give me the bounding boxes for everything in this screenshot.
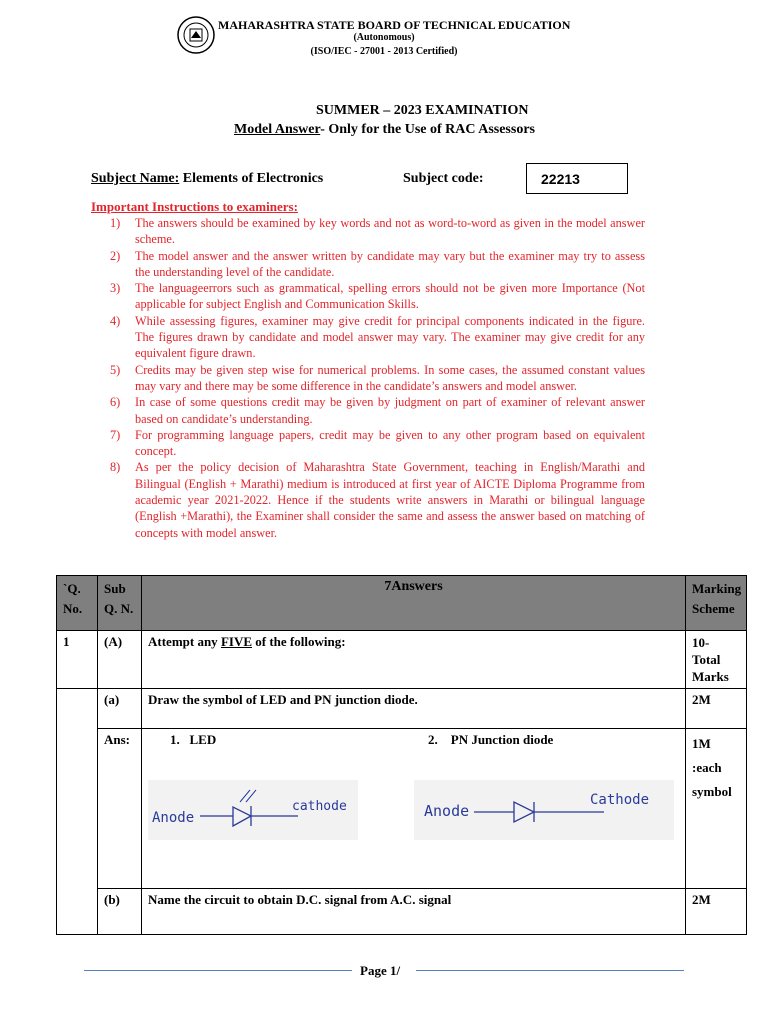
symbol-figures [148, 780, 679, 840]
marks: 1M :each symbol [686, 729, 747, 889]
answer-cell [142, 729, 686, 889]
question-text: Draw the symbol of LED and PN junction diode. [142, 689, 686, 729]
question-text-pre: Attempt any [148, 634, 221, 649]
instruction-item [110, 459, 645, 540]
instruction-item [110, 215, 645, 248]
table-row [57, 729, 747, 889]
footer-rule-left [84, 970, 352, 971]
question-text-emphasis: FIVE [220, 634, 252, 649]
led-symbol-figure [148, 780, 358, 840]
instruction-item [110, 248, 645, 281]
instructions-list [110, 215, 645, 541]
instruction-number: 7) [110, 427, 121, 442]
instruction-item [110, 280, 645, 313]
instruction-text: The model answer and the answer written by candidate may vary but the examiner may try to assess the understanding level of the candidate. [135, 248, 645, 279]
sub-q-number: (a) [98, 689, 142, 729]
subject-code-label: Subject code: [403, 171, 484, 186]
q-number [57, 889, 98, 935]
question-text [142, 631, 686, 689]
instruction-text: The languageerrors such as grammatical, spelling errors should not be given more Importance (Not applicable for subject English and Communication Skills. [135, 281, 645, 312]
instruction-text: The answers should be examined by key words and not as word-to-word as given in the model answer scheme. [135, 216, 645, 247]
instruction-text: Credits may be given step wise for numerical problems. In some cases, the assumed constant values may vary and there may be some difference in the candidate’s answers and model answer. [135, 362, 645, 393]
instruction-text: For programming language papers, credit may be given to any other program based on equivalent concept. [135, 427, 645, 459]
instruction-number: 2) [110, 248, 121, 263]
table-header-row [57, 576, 747, 631]
subject-name-value: Elements of Electronics [179, 171, 324, 186]
led-label: 1. LED [170, 732, 217, 747]
exam-title: SUMMER – 2023 EXAMINATION [316, 103, 529, 118]
marks: 10- Total Marks [686, 631, 747, 689]
answer-labels [148, 732, 679, 748]
led-cathode-label: cathode [292, 799, 347, 814]
instruction-number: 1) [110, 216, 121, 230]
instruction-number: 3) [110, 281, 121, 296]
marks: 2M [686, 689, 747, 729]
sub-q-number: Ans: [98, 729, 142, 889]
instructions-title: Important Instructions to examiners: [91, 199, 298, 214]
model-answer-line [234, 122, 535, 138]
header-marking-scheme: Marking Scheme [686, 576, 747, 631]
pn-anode-label: Anode [424, 802, 470, 820]
board-name: MAHARASHTRA STATE BOARD OF TECHNICAL EDUCATION [218, 18, 571, 32]
instruction-number: 5) [110, 362, 121, 377]
subject-code-value: 22213 [526, 163, 628, 194]
pn-diode-symbol-figure [414, 780, 674, 840]
instruction-number: 8) [110, 460, 121, 475]
q-number [57, 729, 98, 889]
sub-q-number: (b) [98, 889, 142, 935]
pn-diode-label: 2. PN Junction diode [428, 732, 554, 747]
footer-rule-right [416, 970, 684, 971]
table-row [57, 889, 747, 935]
question-text-post: of the following: [252, 634, 346, 649]
q-number: 1 [57, 631, 98, 689]
table-row [57, 689, 747, 729]
instruction-text: In case of some questions credit may be given by judgment on part of examiner of relevant answer based on candidate’s understanding. [135, 395, 645, 426]
table-row [57, 631, 747, 689]
instruction-text: While assessing figures, examiner may give credit for principal components indicated in the figure. The figures drawn by candidate and model answer may vary. The examiner may give credit for any equivalent figure drawn. [135, 313, 645, 361]
instruction-item [110, 313, 645, 362]
instruction-text: As per the policy decision of Maharashtra State Government, teaching in English/Marathi and Bilingual (English + Marathi) medium is introduced at first year of AICTE Diploma Programme from academic year 2021-2022. Hence if the students write answers in Marathi or bilingual language (English +Marathi), the Examiner shall consider the same and assess the answer based on matching of concepts with model answer. [135, 460, 645, 540]
subject-name-label: Subject Name: [91, 171, 180, 186]
instruction-number: 4) [110, 313, 121, 328]
header-q-no: `Q. No. [57, 576, 98, 631]
subject-name [91, 171, 323, 187]
model-answer-rest: - Only for the Use of RAC Assessors [320, 122, 535, 137]
instruction-item [110, 362, 645, 395]
marks: 2M [686, 889, 747, 935]
answer-table [56, 575, 747, 935]
sub-q-number: (A) [98, 631, 142, 689]
model-answer-lead: Model Answer [234, 122, 321, 137]
pn-cathode-label: Cathode [590, 792, 650, 808]
page-number: Page 1/ [360, 963, 401, 978]
led-anode-label: Anode [152, 810, 195, 826]
q-number [57, 689, 98, 729]
autonomous-label: (Autonomous) [353, 32, 415, 43]
instruction-item [110, 427, 645, 460]
instruction-number: 6) [110, 395, 121, 410]
header-answers: 7Answers [142, 576, 686, 631]
certification-label: (ISO/IEC - 27001 - 2013 Certified) [310, 46, 458, 57]
header-sub-qn: Sub Q. N. [98, 576, 142, 631]
question-text: Name the circuit to obtain D.C. signal from A.C. signal [142, 889, 686, 935]
instruction-item [110, 394, 645, 427]
